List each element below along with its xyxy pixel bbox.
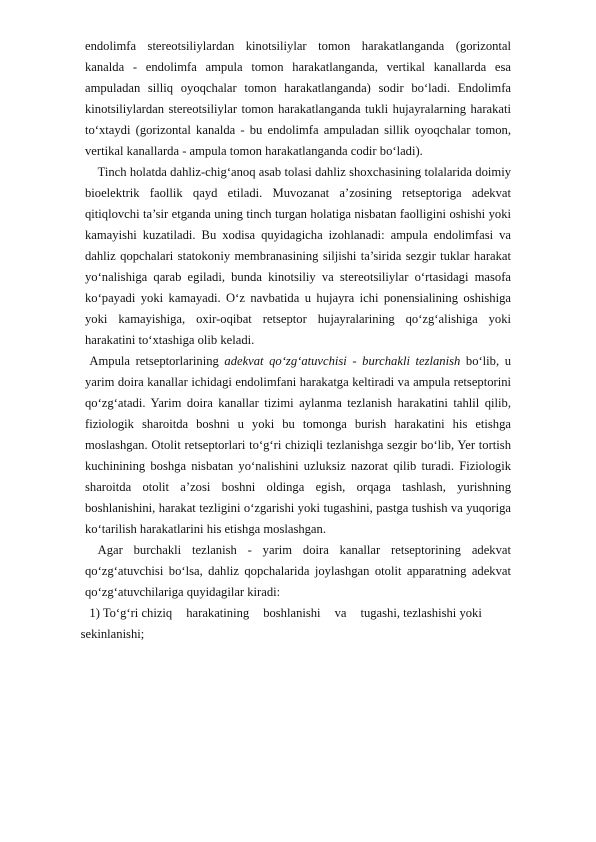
list-item-1-part-e: tugashi, tezlashishi yoki	[360, 606, 482, 620]
paragraph-3-body: bo‘lib, u yarim doira kanallar ichidagi endolimfani harakatga keltiradi va ampula retseptorini qo‘zg‘atadi. Yarim doira kanallar tizimi aylanma tezlanish harakatini tahlil qilib, fiziologik sharoitda boshni u yoki bu tomonga burish harakatini his etishga moslashgan. Otolit retseptorlari to‘g‘ri chiziqli tezlanishga sezgir bo‘lib, Yer tortish kuchinining boshga nisbatan yo‘nalishini uzluksiz nazorat qilib turadi. Fiziologik sharoitda otolit a’zosi boshni oldinga egish, orqaga tashlash, yurishning boshlanishini, harakat tezligini o‘zgarishi yoki tugashini, pastga tushish va yuqoriga ko‘tarilish harakatlarini his etishga moslashgan.	[85, 354, 512, 536]
paragraph-4: Agar burchakli tezlanish - yarim doira kanallar retseptorining adekvat qo‘zg‘atuvchisi bo‘lsa, dahliz qopchalarida joylashgan otolit apparatning adekvat qo‘zg‘atuvchilariga quyidagilar kiradi:	[85, 543, 511, 599]
paragraph-3	[85, 351, 511, 540]
paragraph-3-lead: Ampula retseptorlarining	[89, 354, 225, 368]
list-item-1-part-c: boshlanishi	[263, 606, 321, 620]
paragraph-3-italic-term: adekvat qo‘zg‘atuvchisi - burchakli tezlanish	[224, 354, 461, 368]
list-item-1	[80, 603, 511, 645]
document-body	[80, 36, 512, 645]
list-item-1-part-d: va	[334, 606, 347, 620]
paragraph-2: Tinch holatda dahliz-chig‘anoq asab tolasi dahliz shoxchasining tolalarida doimiy bioelektrik faollik qayd etiladi. Muvozanat a’zosining retseptoriga adekvat qitiqlovchi ta’sir etganda uning tinch turgan holatiga nisbatan faolligini oshishi yoki kamayishi kuzatiladi. Bu xodisa quyidagicha izohlanadi: ampula endolimfasi va dahliz qopchalari statokoniy membranasining siljishi ta’sirida sezgir tuklar harakat yo‘nalishiga qarab egiladi, bunda kinotsiliy va stereotsiliylar o‘rtasidagi masofa ko‘payadi yoki kamayadi. O‘z navbatida u hujayra ichi ponensialining oshishiga yoki kamayishiga, oxir-oqibat retseptor hujayralarining qo‘zg‘alishiga yoki harakatini to‘xtashiga olib keladi.	[85, 165, 511, 347]
list-item-1-part-b: harakatining	[186, 606, 250, 620]
list-item-1-part-a: 1) To‘g‘ri chiziq	[89, 606, 173, 620]
paragraph-1: endolimfa stereotsiliylardan kinotsiliylar tomon harakatlanganda (gorizontal kanalda - endolimfa ampula tomon harakatlanganda, vertikal kanallarda esa ampuladan silliq oyoqchalar tomon harakatlanganda) sodir bo‘ladi. Endolimfa kinotsiliylardan stereotsiliylar tomon harakatlanganda tukli hujayralarning harakati to‘xtaydi (gorizontal kanalda - bu endolimfa ampuladan sillik oyoqchalar tomon, vertikal kanallarda - ampula tomon harakatlanganda codir bo‘ladi).	[85, 39, 511, 158]
list-item-1-part-f: sekinlanishi;	[80, 627, 145, 641]
